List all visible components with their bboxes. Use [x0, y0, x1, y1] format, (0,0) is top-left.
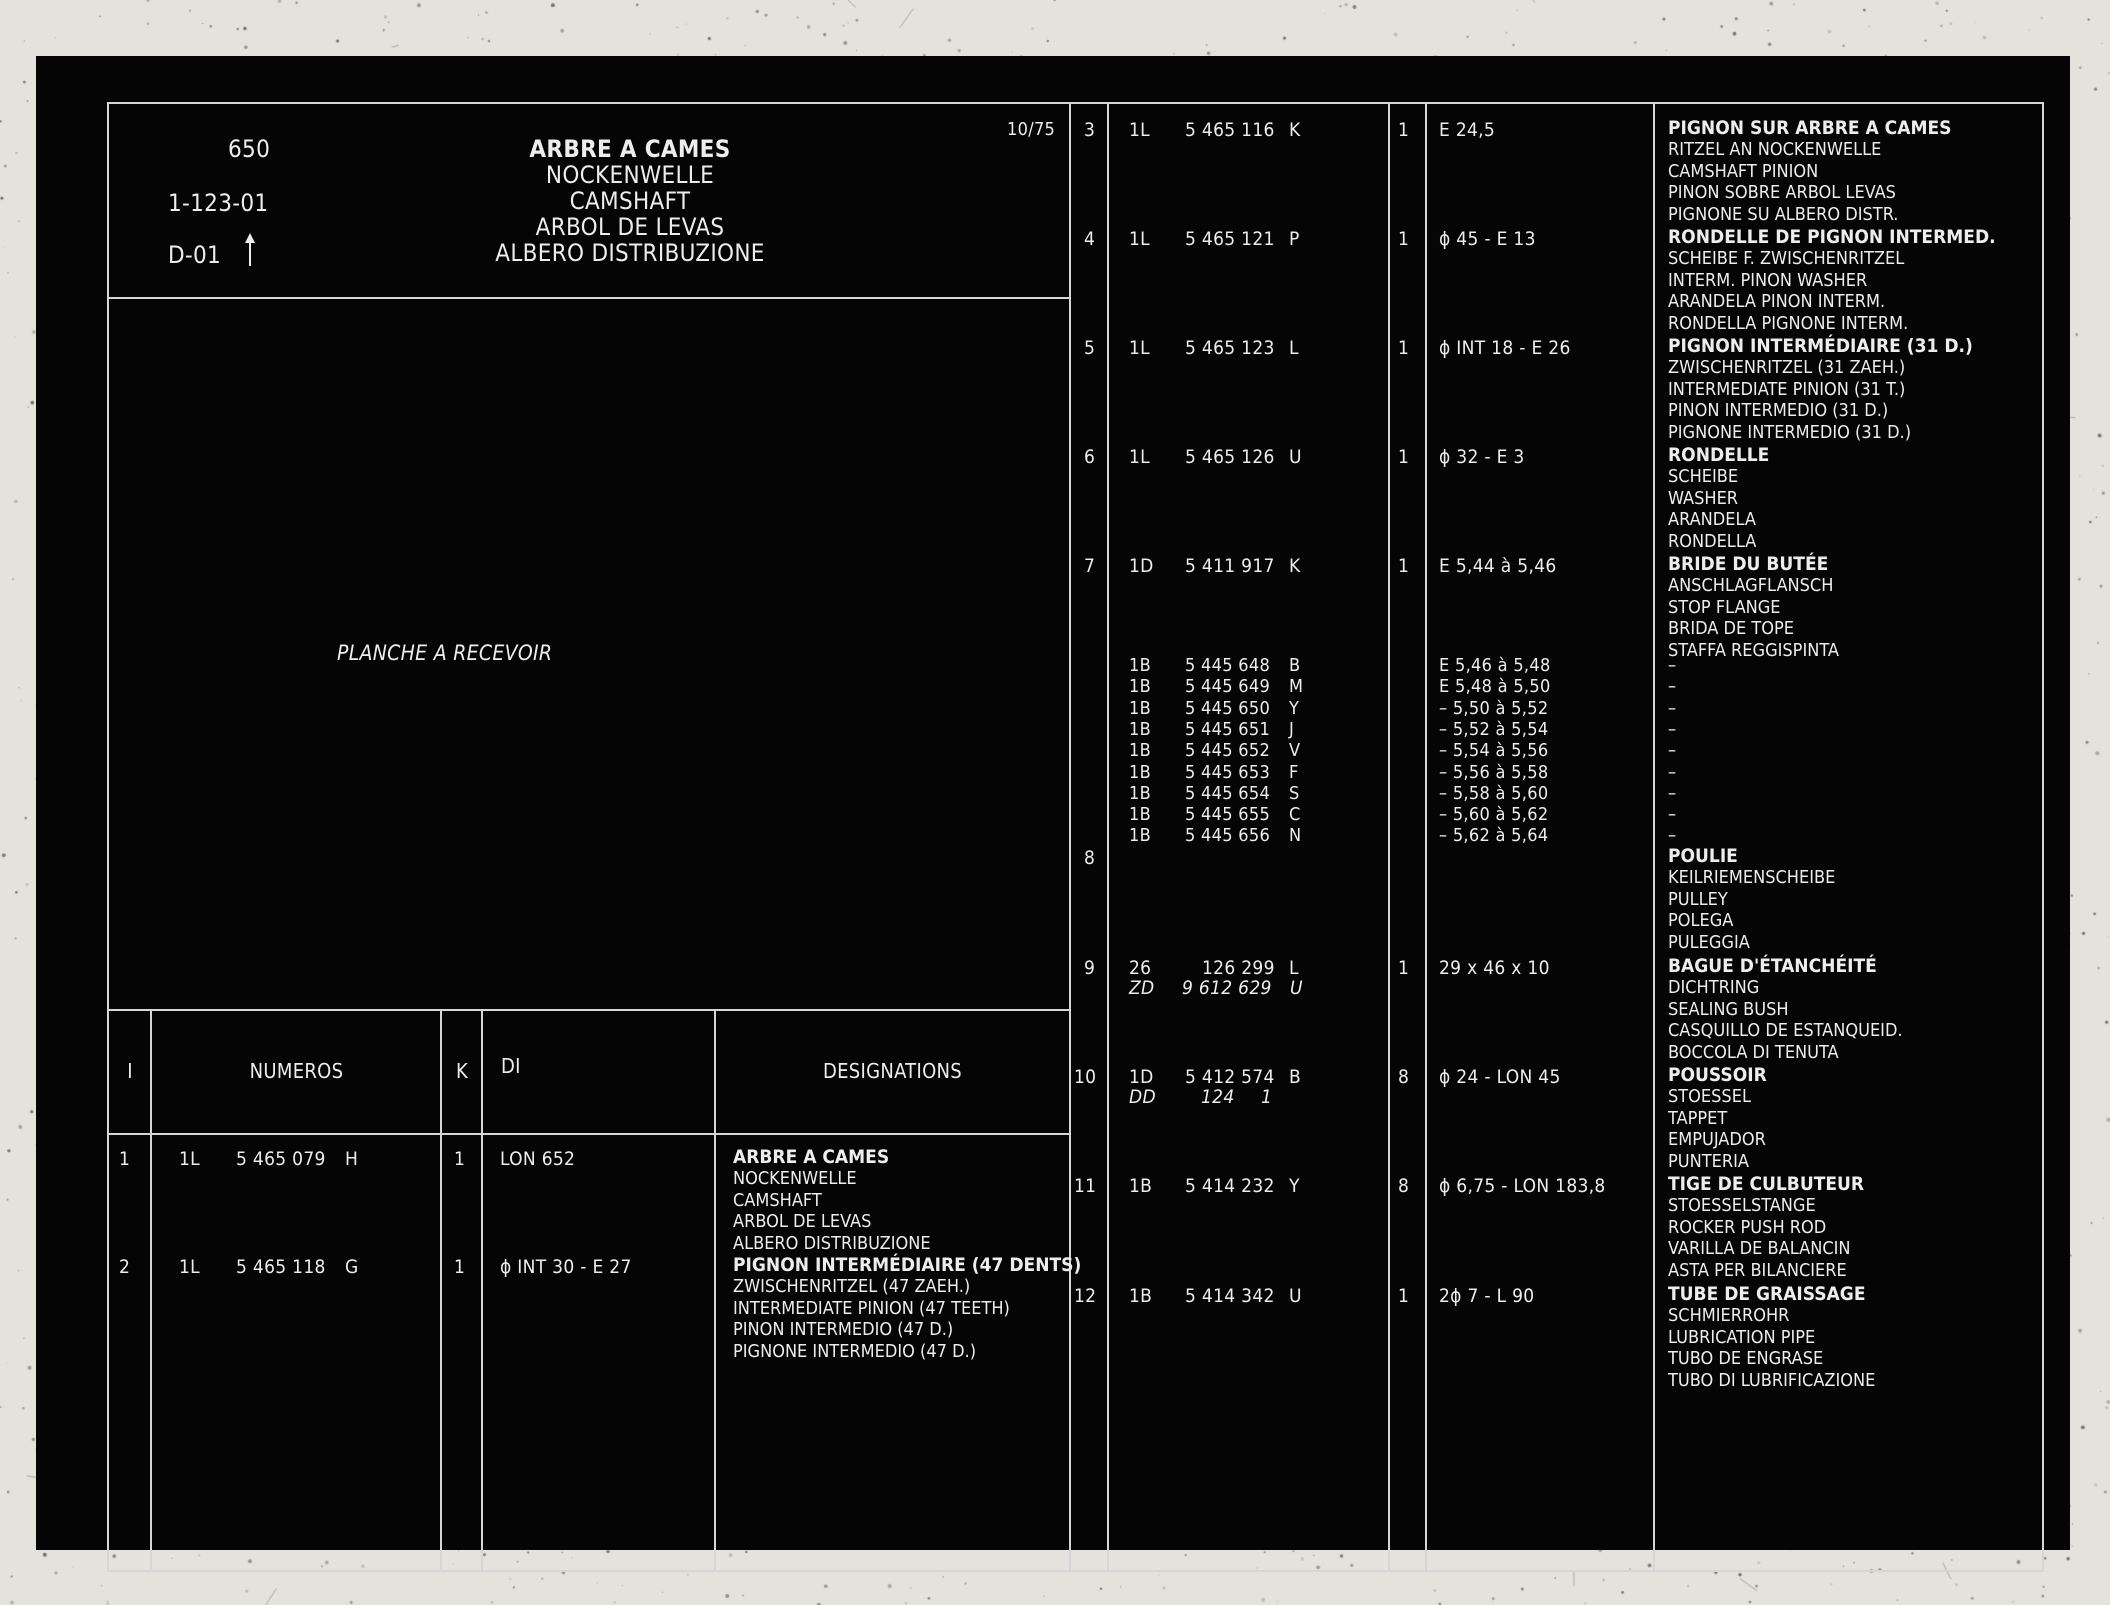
designation-line: ZWISCHENRITZEL (47 ZAEH.) [733, 1276, 971, 1298]
item-dimension: 2ϕ 7 - L 90 [1439, 1285, 1535, 1307]
item-quantity: 8 [1398, 1066, 1410, 1088]
col-line-index [150, 1010, 152, 1571]
item-index: 8 [1084, 847, 1096, 869]
item-index: 10 [1074, 1066, 1097, 1088]
designation-line: ASTA PER BILANCIERE [1668, 1259, 1847, 1281]
designation-line: STAFFA REGGISPINTA [1668, 639, 1839, 661]
part-suffix: P [1289, 228, 1300, 250]
shim-number: 5 445 650 [1185, 697, 1271, 719]
drawing-code: D-01 [168, 241, 222, 269]
up-arrow-icon [243, 232, 257, 268]
item-quantity: 1 [454, 1256, 466, 1278]
shim-number: 5 445 655 [1185, 804, 1271, 826]
shim-designation: – [1668, 676, 1677, 698]
designation-line: SCHMIERROHR [1668, 1305, 1790, 1327]
item-designation [1668, 445, 1769, 552]
item-quantity: 1 [1398, 1285, 1410, 1307]
item-quantity: 1 [1398, 337, 1410, 359]
item-dimension: ϕ INT 30 - E 27 [500, 1256, 632, 1278]
part-suffix: K [1289, 555, 1301, 577]
part-prefix: 1L [1129, 228, 1150, 250]
item-designation [733, 1255, 1081, 1362]
item-index: 1 [119, 1148, 131, 1170]
col-line-k [481, 1010, 483, 1571]
item-dimension: ϕ 32 - E 3 [1439, 446, 1525, 468]
part-suffix: U [1289, 1285, 1302, 1307]
item-designation [1668, 227, 1996, 334]
shim-suffix: J [1289, 718, 1295, 740]
designation-line: PULEGGIA [1668, 931, 1750, 953]
designation-line: PIGNON SUR ARBRE A CAMES [1668, 117, 1952, 139]
column-header-top [108, 1009, 1070, 1011]
designation-line: INTERMEDIATE PINION (47 TEETH) [733, 1297, 1010, 1319]
shim-suffix: M [1289, 676, 1304, 698]
designation-line: RONDELLA PIGNONE INTERM. [1668, 312, 1909, 334]
col-line-di [714, 1010, 716, 1571]
shim-dimension: – 5,50 à 5,52 [1439, 697, 1549, 719]
part-suffix: H [345, 1148, 359, 1170]
shim-prefix: 1B [1129, 740, 1152, 762]
designation-line: RITZEL AN NOCKENWELLE [1668, 139, 1882, 161]
designation-line: ARANDELA [1668, 509, 1756, 531]
shim-prefix: 1B [1129, 697, 1152, 719]
designation-line: TUBO DI LUBRIFICAZIONE [1668, 1369, 1876, 1391]
title-line-en: CAMSHAFT [569, 187, 691, 215]
designation-line: ARANDELA PINON INTERM. [1668, 291, 1886, 313]
part-number: 5 465 123 [1185, 337, 1275, 359]
part-suffix: B [1289, 1066, 1302, 1088]
designation-line: NOCKENWELLE [733, 1168, 857, 1190]
designation-line: PIGNON INTERMÉDIAIRE (47 DENTS) [733, 1254, 1082, 1276]
designation-line: INTERM. PINON WASHER [1668, 269, 1868, 291]
designation-line: SCHEIBE F. ZWISCHENRITZEL [1668, 248, 1905, 270]
designation-line: CASQUILLO DE ESTANQUEID. [1668, 1020, 1903, 1042]
part-number: 5 465 116 [1185, 119, 1275, 141]
part-suffix: L [1289, 337, 1299, 359]
designation-line: CAMSHAFT [733, 1189, 822, 1211]
parts-catalog-sheet [36, 56, 2070, 1550]
designation-line: PINON INTERMEDIO (31 D.) [1668, 400, 1889, 422]
designation-line: KEILRIEMENSCHEIBE [1668, 867, 1836, 889]
item-designation [1668, 118, 1951, 225]
designation-line: PIGNON INTERMÉDIAIRE (31 D.) [1668, 335, 1973, 357]
shim-dimension: – 5,56 à 5,58 [1439, 761, 1549, 783]
edition-date: 10/75 [1007, 119, 1056, 140]
designation-line: POLEGA [1668, 910, 1734, 932]
shim-number: 5 445 652 [1185, 740, 1271, 762]
page-number: 650 [228, 135, 271, 163]
shim-designation: – [1668, 718, 1677, 740]
part-prefix: 1B [1129, 1285, 1153, 1307]
col-header-designations: DESIGNATIONS [822, 1059, 963, 1083]
item-designation [1668, 554, 1839, 661]
part-prefix: 1D [1129, 1066, 1154, 1088]
designation-line: BRIDA DE TOPE [1668, 618, 1794, 640]
designation-line: PINON INTERMEDIO (47 D.) [733, 1319, 954, 1341]
designation-line: CAMSHAFT PINION [1668, 160, 1819, 182]
item-quantity: 1 [454, 1148, 466, 1170]
shim-dimension: E 5,48 à 5,50 [1439, 676, 1551, 698]
shim-designation: – [1668, 697, 1677, 719]
part-suffix: U [1289, 446, 1302, 468]
item-dimension: E 24,5 [1439, 119, 1496, 141]
alt-part-suffix: 1 [1261, 1086, 1273, 1108]
shim-designation: – [1668, 655, 1677, 676]
designation-line: POUSSOIR [1668, 1064, 1767, 1086]
designation-line: DICHTRING [1668, 977, 1760, 999]
item-index: 12 [1074, 1285, 1097, 1307]
item-quantity: 8 [1398, 1175, 1410, 1197]
item-index: 9 [1084, 957, 1096, 979]
item-dimension: ϕ 6,75 - LON 183,8 [1439, 1175, 1606, 1197]
part-suffix: K [1289, 119, 1301, 141]
part-number: 5 412 574 [1185, 1066, 1275, 1088]
col-header-numbers: NUMEROS [249, 1059, 344, 1083]
designation-line: EMPUJADOR [1668, 1129, 1766, 1151]
part-number: 5 465 118 [236, 1256, 326, 1278]
designation-line: PIGNONE SU ALBERO DISTR. [1668, 203, 1899, 225]
reference-code: 1-123-01 [168, 189, 269, 217]
designation-line: ROCKER PUSH ROD [1668, 1216, 1827, 1238]
title-line-it: ALBERO DISTRIBUZIONE [495, 239, 765, 267]
designation-line: RONDELLE [1668, 444, 1770, 466]
part-prefix: 1B [1129, 1175, 1153, 1197]
designation-line: ALBERO DISTRIBUZIONE [733, 1232, 931, 1254]
designation-line: RONDELLA [1668, 530, 1757, 552]
part-prefix: 1L [1129, 446, 1150, 468]
item-designation [1668, 336, 1973, 443]
designation-line: TIGE DE CULBUTEUR [1668, 1173, 1865, 1195]
part-prefix: 1D [1129, 555, 1154, 577]
item-dimension: LON 652 [500, 1148, 576, 1170]
item-designation [1668, 1065, 1767, 1172]
shim-suffix: S [1289, 782, 1300, 804]
shim-dimension: – 5,58 à 5,60 [1439, 782, 1549, 804]
shim-designation: – [1668, 740, 1677, 762]
shim-prefix: 1B [1129, 782, 1152, 804]
shim-designation: – [1668, 825, 1677, 847]
shim-suffix: B [1289, 655, 1301, 676]
designation-line: PIGNONE INTERMEDIO (47 D.) [733, 1340, 977, 1362]
shim-suffix: V [1289, 740, 1301, 762]
designation-line: BRIDE DU BUTÉE [1668, 553, 1829, 575]
shim-number: 5 445 649 [1185, 676, 1271, 698]
shim-dimension: – 5,52 à 5,54 [1439, 718, 1549, 740]
item-designation [1668, 1284, 1875, 1391]
part-suffix: Y [1289, 1175, 1300, 1197]
item-dimension: ϕ 45 - E 13 [1439, 228, 1536, 250]
col-header-index: I [127, 1059, 133, 1083]
item-quantity: 1 [1398, 119, 1410, 141]
item-index: 6 [1084, 446, 1096, 468]
title-line-es: ARBOL DE LEVAS [535, 213, 725, 241]
item-dimension: E 5,44 à 5,46 [1439, 555, 1557, 577]
shim-dimension: E 5,46 à 5,48 [1439, 655, 1551, 676]
designation-line: ANSCHLAGFLANSCH [1668, 575, 1834, 597]
shim-prefix: 1B [1129, 825, 1152, 847]
right-col-line-k [1388, 103, 1390, 1571]
designation-line: ARBOL DE LEVAS [733, 1211, 872, 1233]
designation-line: LUBRICATION PIPE [1668, 1326, 1816, 1348]
designation-line: RONDELLE DE PIGNON INTERMED. [1668, 226, 1996, 248]
plate-placeholder: PLANCHE A RECEVOIR [337, 641, 553, 665]
shim-dimension: – 5,60 à 5,62 [1439, 804, 1549, 826]
item-index: 5 [1084, 337, 1096, 359]
part-prefix: 26 [1129, 957, 1152, 979]
col-header-k: K [455, 1059, 469, 1083]
item-quantity: 1 [1398, 228, 1410, 250]
alt-part-number: 9 612 629 [1182, 977, 1272, 999]
shim-designation: – [1668, 782, 1677, 804]
shim-number: 5 445 656 [1185, 825, 1271, 847]
designation-line: BAGUE D'ÉTANCHÉITÉ [1668, 955, 1877, 977]
alt-part-prefix: DD [1129, 1086, 1156, 1108]
shim-dimension: – 5,62 à 5,64 [1439, 825, 1549, 847]
shim-suffix: C [1289, 804, 1301, 826]
designation-line: ZWISCHENRITZEL (31 ZAEH.) [1668, 357, 1906, 379]
part-number: 126 299 [1202, 957, 1275, 979]
part-prefix: 1L [1129, 337, 1150, 359]
col-line-numbers [440, 1010, 442, 1571]
item-designation [1668, 846, 1835, 953]
designation-line: STOESSELSTANGE [1668, 1195, 1816, 1217]
part-number: 5 465 126 [1185, 446, 1275, 468]
item-quantity: 1 [1398, 555, 1410, 577]
shim-prefix: 1B [1129, 718, 1152, 740]
alt-part-number: 124 [1201, 1086, 1235, 1108]
part-number: 5 465 121 [1185, 228, 1275, 250]
item-designation [1668, 956, 1903, 1063]
designation-line: STOESSEL [1668, 1086, 1751, 1108]
item-dimension: 29 x 46 x 10 [1439, 957, 1550, 979]
item-quantity: 1 [1398, 957, 1410, 979]
right-col-line-numbers [1107, 103, 1109, 1571]
item-designation [1668, 1174, 1864, 1281]
right-col-line-designations [1653, 103, 1655, 1571]
item-index: 3 [1084, 119, 1096, 141]
designation-line: WASHER [1668, 487, 1739, 509]
item-quantity: 1 [1398, 446, 1410, 468]
item-designation [733, 1147, 931, 1254]
designation-line: PINON SOBRE ARBOL LEVAS [1668, 182, 1896, 204]
part-number: 5 465 079 [236, 1148, 326, 1170]
shim-designation: – [1668, 761, 1677, 783]
shim-number: 5 445 648 [1185, 655, 1271, 676]
shim-prefix: 1B [1129, 676, 1152, 698]
shim-number: 5 445 651 [1185, 718, 1271, 740]
designation-line: ARBRE A CAMES [733, 1146, 890, 1168]
designation-line: TUBE DE GRAISSAGE [1668, 1283, 1866, 1305]
designation-line: SCHEIBE [1668, 466, 1739, 488]
part-prefix: 1L [1129, 119, 1150, 141]
col-header-di: DI [501, 1054, 521, 1078]
part-prefix: 1L [179, 1256, 200, 1278]
designation-line: POULIE [1668, 845, 1738, 867]
designation-line: INTERMEDIATE PINION (31 T.) [1668, 378, 1906, 400]
header-title [430, 136, 830, 266]
right-col-line-di [1425, 103, 1427, 1571]
item-dimension: ϕ INT 18 - E 26 [1439, 337, 1571, 359]
part-suffix: L [1289, 957, 1299, 979]
designation-line: PUNTERIA [1668, 1150, 1749, 1172]
designation-line: TUBO DE ENGRASE [1668, 1348, 1824, 1370]
designation-line: TAPPET [1668, 1107, 1728, 1129]
designation-line: PULLEY [1668, 888, 1728, 910]
shim-prefix: 1B [1129, 761, 1152, 783]
alt-part-prefix: ZD [1129, 977, 1155, 999]
part-number: 5 411 917 [1185, 555, 1275, 577]
designation-line: PIGNONE INTERMEDIO (31 D.) [1668, 421, 1912, 443]
title-line-fr: ARBRE A CAMES [529, 135, 731, 163]
item-index: 4 [1084, 228, 1096, 250]
item-dimension: ϕ 24 - LON 45 [1439, 1066, 1561, 1088]
designation-line: STOP FLANGE [1668, 596, 1781, 618]
item-index: 7 [1084, 555, 1096, 577]
shim-number: 5 445 654 [1185, 782, 1271, 804]
shim-dimension: – 5,54 à 5,56 [1439, 740, 1549, 762]
designation-line: BOCCOLA DI TENUTA [1668, 1041, 1839, 1063]
part-number: 5 414 342 [1185, 1285, 1275, 1307]
part-prefix: 1L [179, 1148, 200, 1170]
title-line-de: NOCKENWELLE [545, 161, 715, 189]
item-index: 2 [119, 1256, 131, 1278]
shim-number: 5 445 653 [1185, 761, 1271, 783]
designation-line: VARILLA DE BALANCIN [1668, 1238, 1851, 1260]
shim-suffix: Y [1289, 697, 1300, 719]
header-divider [108, 297, 1070, 299]
shim-prefix: 1B [1129, 655, 1152, 676]
column-header-bottom [108, 1133, 1070, 1135]
item-index: 11 [1074, 1175, 1097, 1197]
shim-designation: – [1668, 804, 1677, 826]
designation-line: SEALING BUSH [1668, 998, 1789, 1020]
part-number: 5 414 232 [1185, 1175, 1275, 1197]
shim-suffix: N [1289, 825, 1302, 847]
shim-suffix: F [1289, 761, 1299, 783]
alt-part-suffix: U [1290, 977, 1303, 999]
shim-prefix: 1B [1129, 804, 1152, 826]
part-suffix: G [345, 1256, 359, 1278]
